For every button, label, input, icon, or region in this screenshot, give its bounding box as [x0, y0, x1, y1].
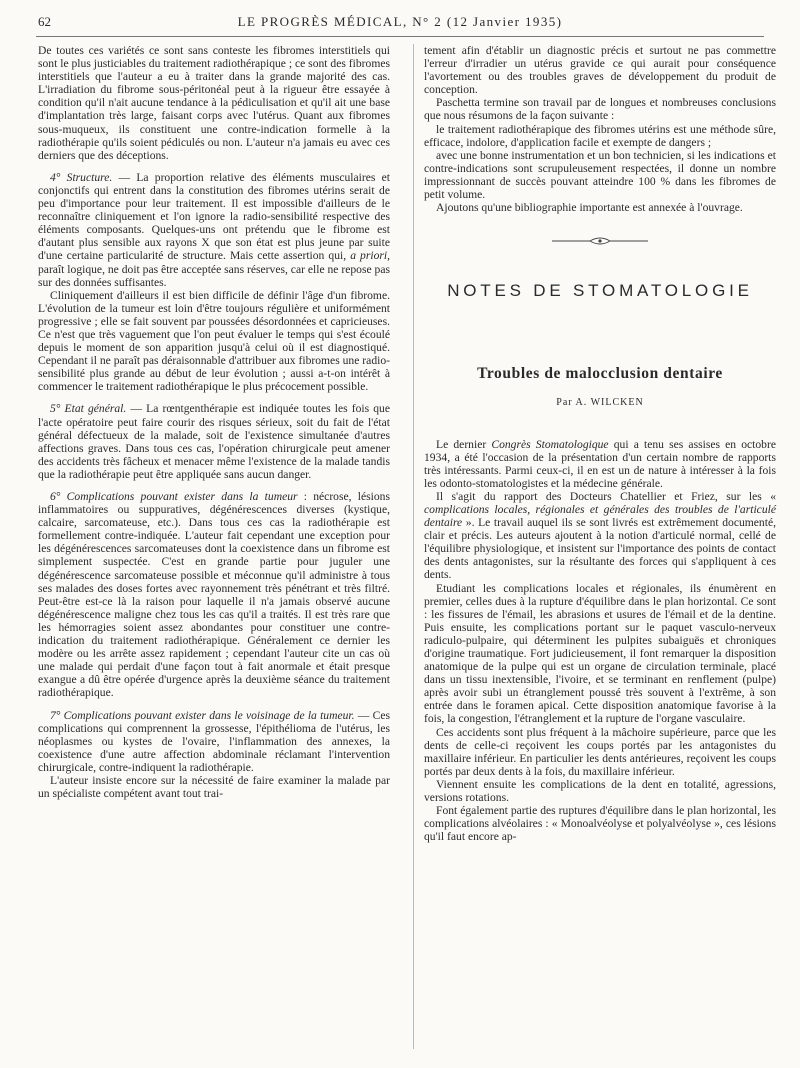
running-title: LE PROGRÈS MÉDICAL, N° 2 (12 Janvier 1935) — [237, 14, 563, 29]
article-title: Troubles de malocclusion dentaire — [477, 365, 723, 383]
paragraph: Le dernier Congrès Stomatologique qui a tenu ses assises en octobre 1934, a été l'occasion de la présentation d'un certain nombre de rapports très intéressants. Parmi ceux-ci, il en est un de nature à intéresser à la fois les odonto-stomatologistes et la médecine générale. — [424, 437, 776, 490]
paragraph: 4° Structure. — La proportion relative des éléments musculaires et conjonctifs qui entrent dans la constitution des fibromes utérins serait de peu d'importance pour leur traitement. Il est impossible d'ailleurs de le reconnaître cliniquement et l'on ignore la radio-sensibilité respective des éléments composants. Quelques-uns ont prétendu que le fibrome est d'autant plus sensible aux rayons X que son état est plus jeune par suite d'une certaine particularité de structure. Mais cette assertion qui, a priori, paraît logique, ne doit pas être acceptée sans réserves, car elle ne repose pas sur des données suffisantes. — [38, 170, 391, 289]
right-column — [424, 44, 776, 843]
paragraph: De toutes ces variétés ce sont sans conteste les fibromes interstitiels qui sont le plus justiciables du traitement radiothérapique ; ce sont des fibromes interstitiels que l'auteur a eu à traiter dans la grande majorité des cas. L'irradiation du fibrome sous-péritonéal peut à la rigueur être essayée à condition qu'il n'ait aucune tendance à la pédiculisation et qu'il ait une base d'implantation très large, faisant corps avec l'utérus. Quant aux fibromes sous-muqueux, ils constituent une contre-indication formelle à la radiothérapie qu'ils soient pédiculés ou non. L'auteur n'a jamais eu avec ces derniers que des déceptions. — [38, 44, 390, 162]
column-divider — [413, 44, 414, 1049]
paragraph: Font également partie des ruptures d'équilibre dans le plan horizontal, les complications alvéolaires : « Monoalvéolyse et polyalvéolyse », ces lésions qu'il faut encore ap- — [424, 804, 776, 844]
paragraph: Il s'agit du rapport des Docteurs Chatellier et Friez, sur les « complications locales, régionales et générales des troubles de l'articulé dentaire ». Le travail auquel ils se sont livrés est extrêmement documenté, clair et précis. Les auteurs ajoutent à la notion d'articulé normal, cellé de l'équilibre physiologique, et insistent sur l'importance des points de contact des dents antagonistes, sur la résultante des forces qui s'appliquent à ces dents. — [424, 489, 776, 582]
paragraph: Ajoutons qu'une bibliographie importante est annexée à l'ouvrage. — [436, 201, 743, 215]
paragraph: Paschetta termine son travail par de longues et nombreuses conclusions que nous résumons de la façon suivante : — [424, 96, 776, 123]
paragraph: Ces accidents sont plus fréquent à la mâchoire supérieure, parce que les dents de celle-ci reçoivent les coups portés par les antagonistes du maxillaire inférieur. En particulier les dents antérieures, reçoivent les coups portés par deux dents à la fois, du maxillaire inférieur. — [424, 725, 776, 778]
paragraph: 7° Complications pouvant exister dans le voisinage de la tumeur. — Ces complications qui comprennent la grossesse, l'épithélioma de l'utérus, les néoplasmes ou kystes de l'ovaire, l'inflammation des annexes, la coexistence d'une autre affection abdominale réclamant l'intervention chirurgicale, contre-indiquent la radiothérapie. — [38, 708, 390, 774]
paragraph: Viennent ensuite les complications de la dent en totalité, agressions, versions rotations. — [424, 777, 776, 805]
section-title: NOTES DE STOMATOLOGIE — [447, 281, 753, 301]
left-column — [38, 44, 390, 800]
paragraph: 5° Etat général. — La rœntgenthérapie est indiquée toutes les fois que l'acte opératoire peut faire courir des risques sérieux, soit du fait de l'état général défectueux de la malade, soit de l'existence simultanée d'autres affections graves. Dans tous ces cas, l'opération chirurgicale peut amener des accidents très fâcheux et menacer même l'existence de la malade tandis que la radiothérapie peut être appliquée sans aucun danger. — [38, 402, 390, 481]
section-label: 7° Complications pouvant exister dans le voisinage de la tumeur. — [50, 708, 355, 722]
paragraph: L'auteur insiste encore sur la nécessité de faire examiner la malade par un spécialiste compétent avant tout trai- — [38, 773, 390, 801]
section-label: 5° Etat général. — [50, 402, 127, 416]
paragraph: Etudiant les complications locales et régionales, ils énumèrent en premier, celles dues à la rupture d'équilibre dans le plan horizontal. Ce sont : les fissures de l'émail, les abrasions et usures de l'émail et de la dentine. Puis ensuite, les complications portant sur le paquet vasculo-nerveux radiculo-pulpaire, qui déterminent les pulpites subaiguës et chroniques d'origine traumatique. Fort judicieusement, il font remarquer la disposition anatomique de la pulpe qui est un organe de circulation terminale, placé dans un tissu inextensible, l'ivoire, et se terminant en renflement (pulpe) après avoir subi un étranglement poussé très souvent à l'extrême, à son entrée dans le foramen apical. Cette disposition anatomique favorise à la fois, la congestion, l'étranglement et la rupture de l'organe vasculaire. — [424, 581, 776, 726]
paragraph: tement afin d'établir un diagnostic précis et surtout ne pas commettre l'erreur d'irradier un utérus gravide ce qui aurait pour conséquence l'avortement ou des troubles graves de développement du produit de conception. — [424, 44, 776, 97]
paragraph: avec une bonne instrumentation et un bon technicien, si les indications et contre-indications sont scrupuleusement respectées, il donne un nombre impressionnant de succès pouvant atteindre 100 % dans les fibromes de petit volume. — [424, 148, 776, 202]
header-rule — [36, 36, 764, 37]
paragraph: Cliniquement d'ailleurs il est bien difficile de définir l'âge d'un fibrome. L'évolution de la tumeur est loin d'être toujours régulière et uniformément progressive ; elle se fait souvent par poussées désordonnées et capricieuses. Ce n'est que très vaguement que l'on peut évaluer le temps qui s'est écoulé depuis le moment de son apparition jusqu'à celui où il est diagnostiqué. Cependant il ne paraît pas déraisonnable d'attribuer aux fibromes une radio-sensibilité plus grande au début de leur évolution ; aussi a-t-on intérêt à commencer le traitement radiothérapique le plus précocement possible. — [38, 288, 390, 394]
page-number: 62 — [38, 14, 51, 29]
paragraph: 6° Complications pouvant exister dans la tumeur : nécrose, lésions inflammatoires ou suppuratives, dégénérescences diverses (kystique, calcaire, sarcomateuse, etc.). Dans tous ces cas la radiothérapie est formellement contre-indiquée. L'auteur fait cependant une exception pour les dégénérescences sarcomateuses dont la coexistence dans un fibrome est simplement suspectée. C'est en grande partie pour juguler une dégénérescence sarcomateuse possible et méconnue qu'il administre à tous ses malades des doses fortes avec rayonnement très pénétrant et très filtré. Peut-être est-ce là la raison pour laquelle il n'a jamais observé aucune dégénérescence maligne chez tous les cas qu'il a traités. Il est très rare que les hémorragies soient assez abondantes pour constituer une contre-indication du traitement radiothérapique. Généralement ce dernier les modère ou les arrête assez rapidement ; cependant l'auteur cite un cas où une malade qui perdait d'une façon tout à fait anormale et était presque exangue a dû être opérée d'urgence après la deuxième séance du traitement radiothérapique. — [38, 490, 390, 700]
section-label: 6° Complications pouvant exister dans la tumeur — [50, 490, 298, 503]
section-label: 4° Structure. — [50, 170, 113, 184]
byline: Par A. WILCKEN — [556, 397, 644, 409]
page-header — [0, 14, 800, 34]
ornament-divider-icon — [550, 234, 650, 248]
paragraph: le traitement radiothérapique des fibromes utérins est une méthode sûre, efficace, indolore, d'application facile et exempte de dangers ; — [424, 122, 776, 149]
